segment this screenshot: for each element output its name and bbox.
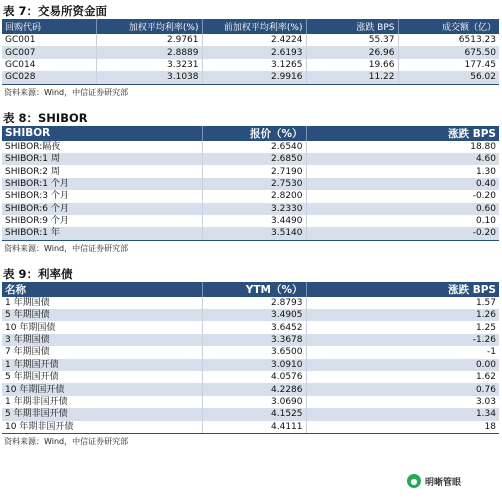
table-cell: SHIBOR:1 个月 <box>2 178 202 190</box>
table9-title: 表 9：利率债 <box>3 266 73 281</box>
table-cell: 5 年期国债 <box>2 309 202 321</box>
table8-title: 表 8：SHIBOR <box>3 110 88 125</box>
table-cell: SHIBOR:隔夜 <box>2 141 202 153</box>
table-row <box>2 321 499 333</box>
table-cell: 2.8889 <box>96 46 202 58</box>
table-cell: 55.37 <box>306 34 398 46</box>
table-row <box>2 334 499 346</box>
table-cell: 1 年期国开债 <box>2 359 202 371</box>
table-cell: SHIBOR:1 年 <box>2 227 202 240</box>
wechat-icon: ● <box>407 474 421 488</box>
table-cell: 10 年期国债 <box>2 321 202 333</box>
table-cell: 6513.23 <box>398 34 499 46</box>
table-cell: 3.1265 <box>202 59 306 71</box>
table-row <box>2 34 499 46</box>
table-cell: 0.40 <box>306 178 499 190</box>
table-cell: SHIBOR:1 周 <box>2 153 202 165</box>
table8 <box>2 126 499 241</box>
table-cell: 3.0910 <box>202 359 306 371</box>
table-cell: 2.9761 <box>96 34 202 46</box>
table-row <box>2 190 499 202</box>
table-cell: 3.3678 <box>202 334 306 346</box>
table8-header: SHIBOR <box>2 126 202 141</box>
table-cell: 2.4224 <box>202 34 306 46</box>
table7-header: 回购代码 <box>2 19 96 34</box>
table8-source: 资料来源：Wind，中信证券研究部 <box>4 243 129 253</box>
table-cell: 26.96 <box>306 46 398 58</box>
table-cell: 1.57 <box>306 297 499 309</box>
table-cell: 19.66 <box>306 59 398 71</box>
table-cell: 3.1038 <box>96 71 202 84</box>
table-row <box>2 178 499 190</box>
table-row <box>2 227 499 240</box>
table-row <box>2 297 499 309</box>
table-cell: 2.8793 <box>202 297 306 309</box>
table-cell: 675.50 <box>398 46 499 58</box>
table-cell: 5 年期国开债 <box>2 371 202 383</box>
table-cell: SHIBOR:9 个月 <box>2 215 202 227</box>
table-cell: 0.00 <box>306 359 499 371</box>
table-cell: 0.76 <box>306 383 499 395</box>
table-cell: 0.60 <box>306 203 499 215</box>
table-cell: 3.4905 <box>202 309 306 321</box>
table8-header: 报价（%） <box>202 126 306 141</box>
table-row <box>2 46 499 58</box>
table-cell: 2.7530 <box>202 178 306 190</box>
table7-header: 前加权平均利率(%) <box>202 19 306 34</box>
table-cell: 2.9916 <box>202 71 306 84</box>
table-cell: 3.2330 <box>202 203 306 215</box>
table8-header-row <box>2 126 499 141</box>
table-row <box>2 165 499 177</box>
table-row <box>2 153 499 165</box>
table-row <box>2 396 499 408</box>
table-cell: 56.02 <box>398 71 499 84</box>
table-row <box>2 371 499 383</box>
table-cell: 2.8200 <box>202 190 306 202</box>
table-cell: 3.6452 <box>202 321 306 333</box>
table-cell: -1.26 <box>306 334 499 346</box>
table-cell: 3.5140 <box>202 227 306 240</box>
table-cell: 1 年期国债 <box>2 297 202 309</box>
table-cell: 2.7190 <box>202 165 306 177</box>
table-row <box>2 203 499 215</box>
table-cell: SHIBOR:3 个月 <box>2 190 202 202</box>
table-cell: 0.10 <box>306 215 499 227</box>
table-cell: SHIBOR:6 个月 <box>2 203 202 215</box>
table-cell: 10 年期非国开债 <box>2 421 202 434</box>
table-cell: 1.25 <box>306 321 499 333</box>
table-cell: GC028 <box>2 71 96 84</box>
table9 <box>2 282 499 434</box>
table-cell: GC014 <box>2 59 96 71</box>
table-row <box>2 408 499 420</box>
table-cell: -1 <box>306 346 499 358</box>
table-cell: 1.62 <box>306 371 499 383</box>
table-row <box>2 383 499 395</box>
table-cell: 11.22 <box>306 71 398 84</box>
watermark-text: 明晰管眼 <box>425 477 462 488</box>
table7 <box>2 19 499 85</box>
table7-header-row <box>2 19 499 34</box>
table7-header: 加权平均利率(%) <box>96 19 202 34</box>
table7-header: 成交额（亿） <box>398 19 499 34</box>
table-cell: 18.80 <box>306 141 499 153</box>
table-cell: 177.45 <box>398 59 499 71</box>
table-row <box>2 215 499 227</box>
table-cell: -0.20 <box>306 227 499 240</box>
table-cell: 3.6500 <box>202 346 306 358</box>
table9-header: 涨跌 BPS <box>306 282 499 297</box>
table7-title: 表 7：交易所资金面 <box>3 4 108 18</box>
table-cell: SHIBOR:2 周 <box>2 165 202 177</box>
watermark <box>403 472 498 490</box>
table-cell: 1 年期非国开债 <box>2 396 202 408</box>
table-cell: 1.30 <box>306 165 499 177</box>
table-cell: 5 年期非国开债 <box>2 408 202 420</box>
table-cell: 2.6193 <box>202 46 306 58</box>
table-row <box>2 359 499 371</box>
table-cell: 1.26 <box>306 309 499 321</box>
table-cell: 1.34 <box>306 408 499 420</box>
table-row <box>2 141 499 153</box>
table7-header: 涨跌 BPS <box>306 19 398 34</box>
table7-source: 资料来源：Wind，中信证券研究部 <box>4 87 129 97</box>
table9-source: 资料来源：Wind，中信证券研究部 <box>4 436 129 446</box>
table-row <box>2 309 499 321</box>
table-row <box>2 346 499 358</box>
table8-header: 涨跌 BPS <box>306 126 499 141</box>
table-cell: 3.3231 <box>96 59 202 71</box>
table9-header: 名称 <box>2 282 202 297</box>
table-cell: 7 年期国债 <box>2 346 202 358</box>
table-cell: GC001 <box>2 34 96 46</box>
table-row <box>2 421 499 434</box>
table-cell: 3.03 <box>306 396 499 408</box>
table-cell: 4.4111 <box>202 421 306 434</box>
table-cell: 2.6540 <box>202 141 306 153</box>
table-cell: 4.1525 <box>202 408 306 420</box>
table-row <box>2 59 499 71</box>
table-cell: 3.0690 <box>202 396 306 408</box>
table-cell: 2.6850 <box>202 153 306 165</box>
table-cell: 4.2286 <box>202 383 306 395</box>
table-cell: GC007 <box>2 46 96 58</box>
table-cell: 3.4490 <box>202 215 306 227</box>
table9-header-row <box>2 282 499 297</box>
table-row <box>2 71 499 84</box>
table-cell: 10 年期国开债 <box>2 383 202 395</box>
table-cell: 18 <box>306 421 499 434</box>
table-cell: -0.20 <box>306 190 499 202</box>
table-cell: 4.60 <box>306 153 499 165</box>
table-cell: 4.0576 <box>202 371 306 383</box>
table9-header: YTM（%） <box>202 282 306 297</box>
table-cell: 3 年期国债 <box>2 334 202 346</box>
